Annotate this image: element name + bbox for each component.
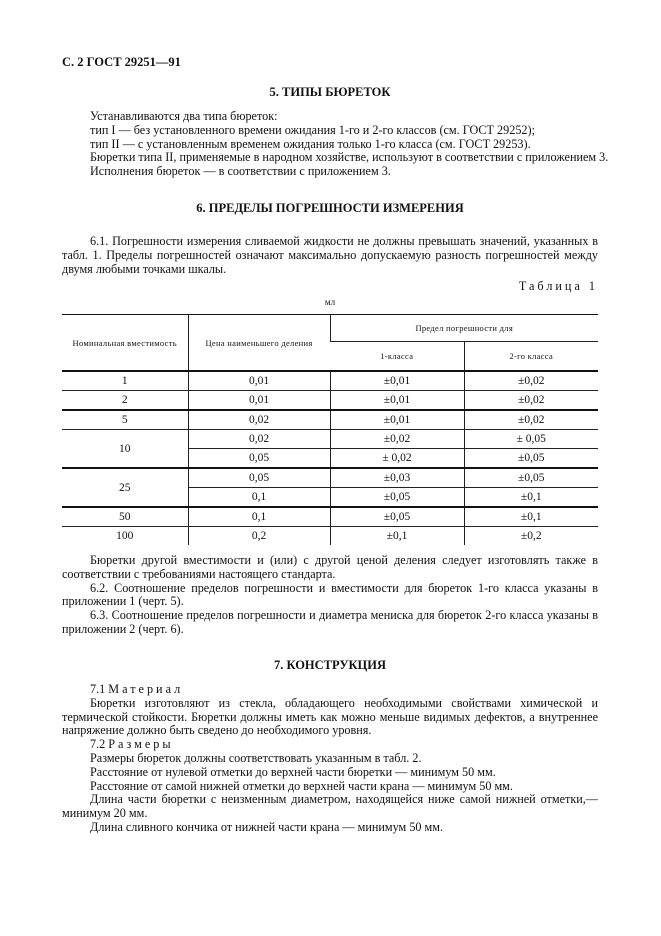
text-line: Длина сливного кончика от нижней части крана — минимум 50 мм.: [90, 819, 444, 834]
text-line: Длина части бюретки с неизменным диаметром, находящейся ниже самой нижней отметки,— минимум 20 мм.: [62, 792, 598, 821]
paragraph-other-capacity: Бюретки другой вместимости и (или) с другой ценой деления следует изготовлять также в соответствии с требованиями настоящего стандарта.: [62, 553, 598, 581]
cell-class2: ±0,1: [464, 488, 598, 508]
subsection-title: Размеры: [108, 737, 174, 752]
cell-class2: ±0,02: [464, 371, 598, 391]
cell-division: 0,02: [188, 430, 330, 449]
table-row: [62, 468, 598, 488]
text-line: Исполнения бюреток — в соответствии с приложением 3.: [90, 164, 391, 179]
cell-division: 0,1: [188, 488, 330, 508]
cell-capacity: 1: [62, 371, 188, 391]
section-5-body: [62, 109, 609, 179]
cell-class1: ± 0,02: [330, 449, 464, 469]
cell-capacity: 25: [62, 468, 188, 507]
table-label: Таблица 1: [518, 279, 598, 293]
cell-capacity: 100: [62, 527, 188, 546]
cell-division: 0,01: [188, 371, 330, 391]
paragraph-6-1: 6.1. Погрешности измерения сливаемой жидкости не должны превышать значений, указанных в табл. 1. Пределы погрешностей означают максимально допускаемую разность погрешностей между двумя любыми точками шкалы.: [62, 234, 598, 276]
cell-class2: ±0,1: [464, 507, 598, 527]
cell-class2: ±0,02: [464, 391, 598, 411]
table-row: [62, 371, 598, 391]
text-line: Устанавливаются два типа бюреток:: [90, 109, 278, 123]
header-class2: 2-го класса: [464, 342, 598, 372]
text-line: тип II — с установленным временем ожидания только 1-го класса (см. ГОСТ 29253).: [90, 136, 531, 151]
cell-class2: ±0,05: [464, 468, 598, 488]
header-class1: 1-класса: [330, 342, 464, 372]
error-limits-table: [62, 314, 598, 545]
section-7-body: [62, 683, 598, 835]
subsection-7-2-heading: [62, 738, 598, 752]
paragraph-6-3: 6.3. Соотношение пределов погрешности и диаметра мениска для бюреток 2-го класса указаны в приложении 2 (черт. 6).: [62, 608, 598, 636]
section-6-after-table: [62, 554, 598, 637]
section-7-title: 7. КОНСТРУКЦИЯ: [273, 658, 387, 672]
table-row: [62, 391, 598, 411]
cell-division: 0,02: [188, 410, 330, 430]
table-row: [62, 410, 598, 430]
table-row: [62, 430, 598, 449]
cell-class2: ±0,2: [464, 527, 598, 546]
text-line: Размеры бюреток должны соответствовать указанным в табл. 2.: [90, 750, 422, 765]
header-division: Цена наименьшего деления: [188, 315, 330, 372]
cell-class1: ±0,02: [330, 430, 464, 449]
header-limit: Предел погрешности для: [330, 315, 598, 342]
cell-division: 0,01: [188, 391, 330, 411]
subsection-7-1-heading: [62, 683, 598, 697]
cell-capacity: 50: [62, 507, 188, 527]
text-line: тип I — без установленного времени ожидания 1-го и 2-го классов (см. ГОСТ 29252);: [90, 122, 535, 137]
header-capacity: Номинальная вместимость: [62, 315, 188, 372]
cell-class1: ±0,05: [330, 507, 464, 527]
table-unit: мл: [324, 297, 336, 307]
text-line: Расстояние от самой нижней отметки до верхней части крана — минимум 50 мм.: [90, 778, 513, 793]
cell-division: 0,05: [188, 468, 330, 488]
cell-class1: ±0,01: [330, 410, 464, 430]
subsection-number: 7.2: [90, 737, 106, 752]
cell-class1: ±0,01: [330, 371, 464, 391]
paragraph-6-2: 6.2. Соотношение пределов погрешности и вместимости для бюреток 1-го класса указаны в приложении 1 (черт. 5).: [62, 580, 598, 609]
cell-class2: ±0,05: [464, 449, 598, 469]
text-line: Бюретки типа II, применяемые в народном хозяйстве, используют в соответствии с приложением 3.: [90, 150, 609, 165]
cell-division: 0,1: [188, 507, 330, 527]
cell-class2: ± 0,05: [464, 430, 598, 449]
cell-class1: ±0,03: [330, 468, 464, 488]
cell-division: 0,2: [188, 527, 330, 546]
table-row: [62, 527, 598, 546]
cell-class2: ±0,02: [464, 410, 598, 430]
cell-division: 0,05: [188, 449, 330, 469]
cell-class1: ±0,05: [330, 488, 464, 508]
cell-capacity: 10: [62, 430, 188, 469]
subsection-number: 7.1: [90, 682, 106, 696]
paragraph-material: Бюретки изготовляют из стекла, обладающего необходимыми свойствами химической и термической стойкости. Бюретки должны иметь как можно меньше видимых дефектов, а внутреннее напряжение должно быть сведено до необходимого уровня.: [62, 695, 598, 738]
subsection-title: Материал: [108, 682, 184, 696]
text-line: Расстояние от нулевой отметки до верхней части бюретки — минимум 50 мм.: [90, 764, 496, 779]
cell-capacity: 2: [62, 391, 188, 411]
page-header: С. 2 ГОСТ 29251—91: [62, 55, 181, 69]
section-6-title: 6. ПРЕДЕЛЫ ПОГРЕШНОСТИ ИЗМЕРЕНИЯ: [196, 201, 464, 215]
cell-capacity: 5: [62, 410, 188, 430]
section-5-title: 5. ТИПЫ БЮРЕТОК: [269, 85, 391, 99]
cell-class1: ±0,01: [330, 391, 464, 411]
table-row: [62, 507, 598, 527]
cell-class1: ±0,1: [330, 527, 464, 546]
